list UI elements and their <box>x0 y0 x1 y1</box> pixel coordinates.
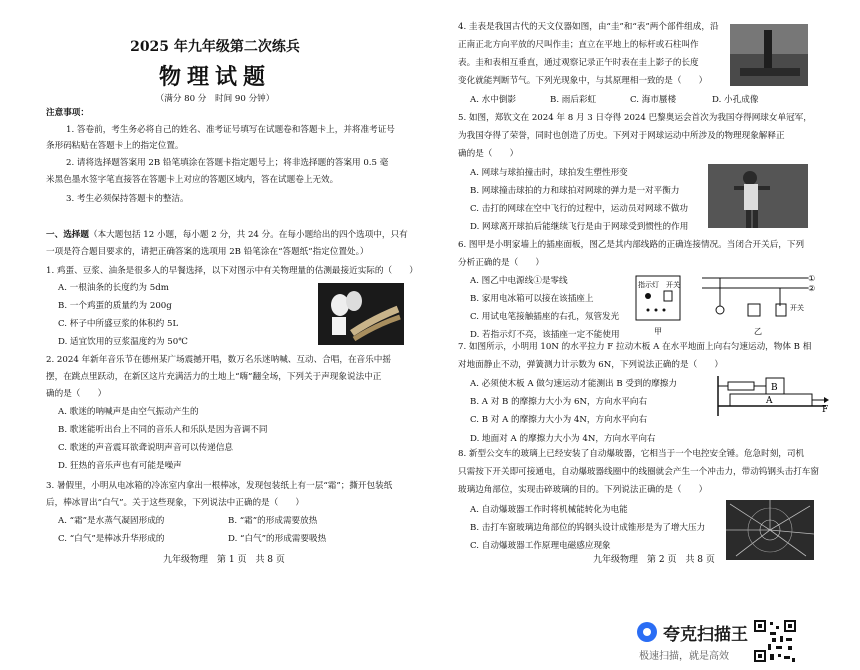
question-5-option: C. 击打的网球在空中飞行的过程中，运动员对网球不做功 <box>470 204 688 214</box>
socket-circuit-diagram <box>630 270 820 340</box>
question-3-option: B. “霜”的形成需要放热 <box>228 516 318 526</box>
notes-heading: 注意事项： <box>46 108 89 118</box>
question-4-option: B. 雨后彩虹 <box>550 95 597 105</box>
question-6-option: C. 用试电笔接触插座的右孔，氖管发光 <box>470 312 620 322</box>
block-b-label: B <box>771 383 778 393</box>
gnomon-photo <box>730 24 808 86</box>
question-6-option: D. 若指示灯不亮，该插座一定不能使用 <box>470 330 620 340</box>
question-4-stem: 表。圭和表相互垂直，通过观察记录正午时表在圭上影子的长度 <box>458 58 699 68</box>
qr-code-icon <box>752 618 798 664</box>
scanner-name: 夸克扫描王 <box>663 625 748 645</box>
question-5-stem: 为我国夺得了荣誉，同时也创造了历史。下列对于网球运动中所涉及的物理现象解释正 <box>458 131 785 141</box>
shattered-glass-photo <box>726 500 814 560</box>
question-7-stem: 对地面静止不动，弹簧测力计示数为 6N，下列说法正确的是（ ） <box>458 360 723 370</box>
question-5-stem: 确的是（ ） <box>458 149 519 159</box>
section-heading: 一、选择题 <box>46 230 89 240</box>
question-2-option: D. 狂热的音乐声也有可能是噪声 <box>58 461 182 471</box>
section-intro-line: 一项是符合题目要求的，请把正确答案的选项用 2B 铅笔涂在“答题纸”指定位置处。） <box>46 247 369 257</box>
question-5-option: D. 网球离开球拍后能继续飞行是由于网球受到惯性的作用 <box>470 222 689 232</box>
exam-title: 2025 年九年级第二次练兵 <box>130 39 300 55</box>
question-5-option: B. 网球撞击球拍的力和球拍对网球的弹力是一对平衡力 <box>470 186 680 196</box>
question-2-stem: 2. 2024 年新年音乐节在德州某广场震撼开唱，数万名乐迷呐喊、互动、合唱，在音乐中摇 <box>46 355 391 365</box>
question-4-stem: 变化就能判断节气。下列光现象中，与其原理相一致的是（ ） <box>458 76 708 86</box>
question-6-option: A. 图乙中电源线①是零线 <box>470 276 568 286</box>
question-8-stem: 玻璃边角部位，实现击碎玻璃的目的。下列说法正确的是（ ） <box>458 485 708 495</box>
question-1-option: D. 适宜饮用的豆浆温度约为 50℃ <box>58 337 188 347</box>
switch-label-yi: 开关 <box>790 304 804 312</box>
question-3-stem: 后，棒冰冒出“白气”。关于这些现象，下列说法中正确的是（ ） <box>46 498 305 508</box>
note-line: 1. 答卷前，考生务必将自己的姓名、准考证号填写在试题卷和答题卡上，并将准考证号 <box>66 125 395 135</box>
question-3-option: D. “白气”的形成需要吸热 <box>228 534 327 544</box>
question-7-option: B. A 对 B 的摩擦力大小为 6N，方向水平向右 <box>470 397 648 407</box>
exam-page-2 <box>430 0 860 670</box>
friction-experiment-diagram <box>710 372 830 424</box>
question-7-stem: 7. 如图所示，小明用 10N 的水平拉力 F 拉动木板 A 在水平地面上向右匀速运动，物体 B 相 <box>458 342 812 352</box>
note-line: 3. 考生必须保持答题卡的整洁。 <box>66 194 189 204</box>
question-7-option: D. 地面对 A 的摩擦力大小为 4N，方向水平向右 <box>470 434 656 444</box>
breakfast-photo <box>318 283 404 345</box>
question-2-option: C. 歌迷的声音震耳欲聋说明声音可以传递信息 <box>58 443 234 453</box>
switch-label: 开关 <box>666 281 680 289</box>
scanner-watermark <box>637 620 757 660</box>
question-8-stem: 只需按下开关即可接通电，自动爆玻器线圈中的线圈就会产生一个冲击力，带动钨钢头击打车窗 <box>458 467 819 477</box>
question-1-stem: 1. 鸡蛋、豆浆、油条是很多人的早餐选择，以下对图示中有关物理量的估测最接近实际的（ ） <box>46 266 418 276</box>
question-8-option: C. 自动爆玻器工作原理电磁感应现象 <box>470 541 611 551</box>
question-4-option: C. 海市蜃楼 <box>630 95 677 105</box>
force-f-label: F <box>822 405 829 415</box>
question-8-stem: 8. 新型公交车的玻璃上已经安装了自动爆玻器，它相当于一个电控安全锤。危急时刻，司机 <box>458 449 805 459</box>
question-1-option: A. 一根油条的长度约为 5dm <box>58 283 169 293</box>
question-2-option: B. 歌迷能听出台上不同的音乐人和乐队是因为音调不同 <box>58 425 268 435</box>
scanner-slogan: 极速扫描，就是高效 <box>639 651 729 662</box>
question-5-option: A. 网球与球拍撞击时，球拍发生塑性形变 <box>470 168 628 178</box>
figure-yi-label: 乙 <box>754 327 762 336</box>
question-4-stem: 正南正北方向平放的尺叫作圭；直立在平地上的标杆或石柱叫作 <box>458 40 699 50</box>
question-4-option: D. 小孔成像 <box>712 95 759 105</box>
subject-title: 物理试题 <box>158 64 271 90</box>
score-line: （满分 80 分 时间 90 分钟） <box>155 94 275 104</box>
note-line: 条形码粘贴在答题卡上的指定位置。 <box>46 141 184 151</box>
question-6-stem: 6. 图甲是小明家墙上的插座面板，图乙是其内部线路的正确连接情况。当闭合开关后，下列 <box>458 240 805 250</box>
question-5-stem: 5. 如图，郑钦文在 2024 年 8 月 3 日夺得 2024 巴黎奥运会首次为我国夺得网球女单冠军， <box>458 113 812 123</box>
question-2-option: A. 歌迷的呐喊声是由空气振动产生的 <box>58 407 199 417</box>
question-2-stem: 摆，在跳点里跃动，在新区这片充满活力的土地上“嗨”翻全场，下列关于声现象说法中正 <box>46 372 382 382</box>
question-4-stem: 4. 圭表是我国古代的天文仪器如图，由“圭”和“表”两个部件组成，沿 <box>458 22 719 32</box>
question-1-option: B. 一个鸡蛋的质量约为 200g <box>58 301 172 311</box>
question-7-option: C. B 对 A 的摩擦力大小为 4N，方向水平向右 <box>470 415 648 425</box>
page-footer: 九年级物理 第 2 页 共 8 页 <box>593 555 715 565</box>
question-3-option: A. “霜”是水蒸气凝固形成的 <box>58 516 165 526</box>
wire-1-label: ① <box>808 274 816 283</box>
question-4-option: A. 水中倒影 <box>470 95 517 105</box>
page-footer: 九年级物理 第 1 页 共 8 页 <box>163 555 285 565</box>
question-8-option: A. 自动爆玻器工作时将机械能转化为电能 <box>470 505 628 515</box>
question-8-option: B. 击打车窗玻璃边角部位的钨钢头设计成锥形是为了增大压力 <box>470 523 706 533</box>
question-3-option: C. “白气”是棒冰升华形成的 <box>58 534 165 544</box>
figure-jia-label: 甲 <box>654 327 662 336</box>
scanner-logo-icon <box>637 622 657 642</box>
question-6-stem: 分析正确的是（ ） <box>458 258 544 268</box>
tennis-player-photo <box>708 164 808 228</box>
wire-2-label: ② <box>808 284 816 293</box>
question-2-stem: 确的是（ ） <box>46 389 107 399</box>
question-3-stem: 3. 暑假里，小明从电冰箱的冷冻室内拿出一根棒冰，发现包装纸上有一层“霜”；撕开包装纸 <box>46 481 393 491</box>
board-a-label: A <box>766 396 773 406</box>
note-line: 米黑色墨水签字笔直接答在答题卡上对应的答题区域内，答在试题卷上无效。 <box>46 175 339 185</box>
note-line: 2. 请将选择题答案用 2B 铅笔填涂在答题卡指定题号上；将非选择题的答案用 0.5 毫 <box>66 158 389 168</box>
question-1-option: C. 杯子中所盛豆浆的体积约 5L <box>58 319 179 329</box>
indicator-label: 指示灯 <box>638 281 659 289</box>
question-6-option: B. 家用电冰箱可以接在该插座上 <box>470 294 594 304</box>
question-7-option: A. 必须使木板 A 做匀速运动才能测出 B 受到的摩擦力 <box>470 379 677 389</box>
section-intro: 一、选择题（本大题包括 12 小题，每小题 2 分，共 24 分。在每小题给出的四个选项中，只有 <box>46 230 408 240</box>
